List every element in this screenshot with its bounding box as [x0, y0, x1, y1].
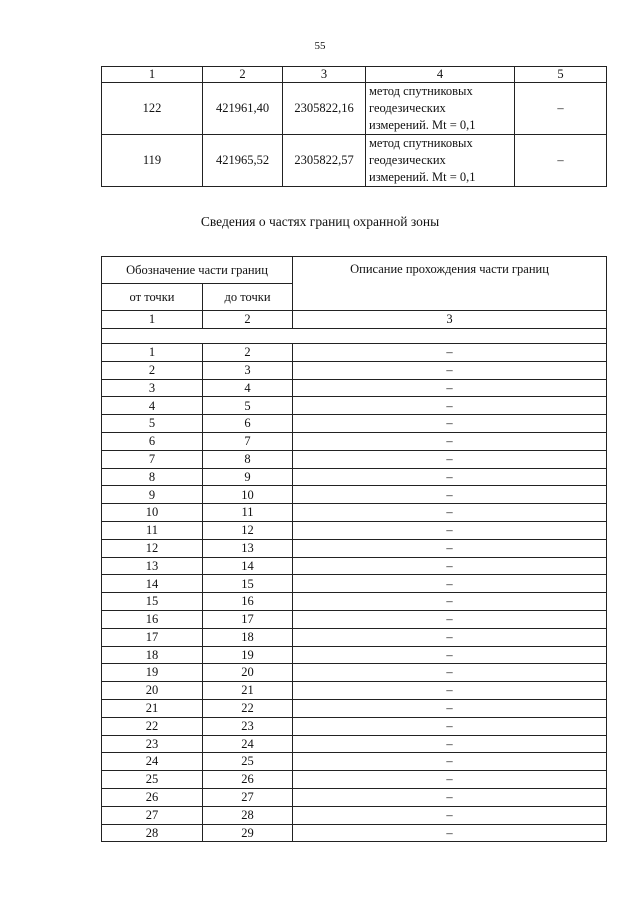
to-point: 15 [203, 575, 293, 593]
from-point: 22 [102, 717, 203, 735]
description: – [293, 361, 607, 379]
method-line: измерений. Mt = 0,1 [369, 170, 476, 184]
coords-row [102, 135, 607, 187]
to-point: 14 [203, 557, 293, 575]
description: – [293, 717, 607, 735]
table-row [102, 628, 607, 646]
blank-row [102, 329, 607, 344]
description: – [293, 344, 607, 362]
table-row [102, 361, 607, 379]
to-point: 24 [203, 735, 293, 753]
from-point: 1 [102, 344, 203, 362]
table-row [102, 344, 607, 362]
from-point: 20 [102, 682, 203, 700]
table-row [102, 397, 607, 415]
to-point: 25 [203, 753, 293, 771]
description: – [293, 682, 607, 700]
coordinates-table [101, 66, 607, 187]
coords-col-5: 5 [515, 67, 607, 83]
table-row [102, 557, 607, 575]
to-point: 19 [203, 646, 293, 664]
note-cell: – [515, 83, 607, 135]
to-point: 7 [203, 432, 293, 450]
from-point: 12 [102, 539, 203, 557]
coord-x: 421961,40 [203, 83, 283, 135]
to-point: 20 [203, 664, 293, 682]
to-point: 21 [203, 682, 293, 700]
table-row [102, 575, 607, 593]
from-point: 18 [102, 646, 203, 664]
col-number: 2 [203, 311, 293, 329]
description: – [293, 504, 607, 522]
description: – [293, 539, 607, 557]
description: – [293, 575, 607, 593]
coords-col-4: 4 [366, 67, 515, 83]
to-point: 9 [203, 468, 293, 486]
method-cell [366, 83, 515, 135]
table-row [102, 824, 607, 842]
to-point: 22 [203, 699, 293, 717]
from-point: 16 [102, 610, 203, 628]
table-row [102, 788, 607, 806]
table-row [102, 735, 607, 753]
from-point: 26 [102, 788, 203, 806]
point-number: 119 [102, 135, 203, 187]
method-line: измерений. Mt = 0,1 [369, 118, 476, 132]
table-row [102, 432, 607, 450]
boundary-parts-table [101, 256, 607, 842]
table-row [102, 379, 607, 397]
description: – [293, 735, 607, 753]
table-row [102, 699, 607, 717]
description: – [293, 753, 607, 771]
method-line: метод спутниковых [369, 84, 473, 98]
parts-header-row [102, 257, 607, 284]
from-point: 24 [102, 753, 203, 771]
description: – [293, 432, 607, 450]
description: – [293, 521, 607, 539]
table-row [102, 521, 607, 539]
to-point: 28 [203, 806, 293, 824]
from-point: 6 [102, 432, 203, 450]
to-point: 5 [203, 397, 293, 415]
description: – [293, 771, 607, 789]
to-point: 2 [203, 344, 293, 362]
from-point: 14 [102, 575, 203, 593]
table-row [102, 539, 607, 557]
method-line: геодезических [369, 101, 446, 115]
description: – [293, 824, 607, 842]
table-row [102, 806, 607, 824]
page-number: 55 [314, 40, 326, 52]
method-line: метод спутниковых [369, 136, 473, 150]
from-point: 21 [102, 699, 203, 717]
section-title: Сведения о частях границ охранной зоны [200, 214, 440, 229]
description: – [293, 628, 607, 646]
to-point: 16 [203, 593, 293, 611]
point-number: 122 [102, 83, 203, 135]
header-from-point: от точки [102, 284, 203, 311]
to-point: 26 [203, 771, 293, 789]
from-point: 28 [102, 824, 203, 842]
coord-y: 2305822,57 [283, 135, 366, 187]
col-number: 1 [102, 311, 203, 329]
coord-y: 2305822,16 [283, 83, 366, 135]
table-row [102, 593, 607, 611]
from-point: 2 [102, 361, 203, 379]
table-row [102, 450, 607, 468]
to-point: 17 [203, 610, 293, 628]
table-row [102, 664, 607, 682]
to-point: 13 [203, 539, 293, 557]
coords-header-row [102, 67, 607, 83]
description: – [293, 450, 607, 468]
description: – [293, 806, 607, 824]
description: – [293, 699, 607, 717]
header-boundary-part: Обозначение части границ [102, 257, 293, 284]
description: – [293, 557, 607, 575]
table-row [102, 468, 607, 486]
description: – [293, 468, 607, 486]
description: – [293, 415, 607, 433]
coords-col-2: 2 [203, 67, 283, 83]
header-to-point: до точки [203, 284, 293, 311]
table-row [102, 415, 607, 433]
table-row [102, 771, 607, 789]
from-point: 5 [102, 415, 203, 433]
to-point: 11 [203, 504, 293, 522]
description: – [293, 486, 607, 504]
from-point: 25 [102, 771, 203, 789]
from-point: 8 [102, 468, 203, 486]
table-row [102, 610, 607, 628]
description: – [293, 788, 607, 806]
from-point: 23 [102, 735, 203, 753]
coords-col-3: 3 [283, 67, 366, 83]
coords-col-1: 1 [102, 67, 203, 83]
table-row [102, 717, 607, 735]
to-point: 12 [203, 521, 293, 539]
table-row [102, 486, 607, 504]
description: – [293, 593, 607, 611]
to-point: 6 [203, 415, 293, 433]
parts-col-numbers-row [102, 311, 607, 329]
note-cell: – [515, 135, 607, 187]
to-point: 4 [203, 379, 293, 397]
to-point: 18 [203, 628, 293, 646]
description: – [293, 397, 607, 415]
from-point: 10 [102, 504, 203, 522]
table-row [102, 682, 607, 700]
description: – [293, 379, 607, 397]
table-row [102, 753, 607, 771]
to-point: 29 [203, 824, 293, 842]
coords-row [102, 83, 607, 135]
from-point: 15 [102, 593, 203, 611]
to-point: 3 [203, 361, 293, 379]
method-cell [366, 135, 515, 187]
to-point: 8 [203, 450, 293, 468]
method-line: геодезических [369, 153, 446, 167]
from-point: 3 [102, 379, 203, 397]
from-point: 19 [102, 664, 203, 682]
from-point: 11 [102, 521, 203, 539]
blank-cell [102, 329, 607, 344]
description: – [293, 646, 607, 664]
from-point: 17 [102, 628, 203, 646]
description: – [293, 610, 607, 628]
table-row [102, 504, 607, 522]
from-point: 4 [102, 397, 203, 415]
to-point: 23 [203, 717, 293, 735]
to-point: 27 [203, 788, 293, 806]
col-number: 3 [293, 311, 607, 329]
from-point: 27 [102, 806, 203, 824]
header-description: Описание прохождения части границ [293, 257, 607, 311]
to-point: 10 [203, 486, 293, 504]
description: – [293, 664, 607, 682]
coord-x: 421965,52 [203, 135, 283, 187]
from-point: 9 [102, 486, 203, 504]
from-point: 7 [102, 450, 203, 468]
from-point: 13 [102, 557, 203, 575]
table-row [102, 646, 607, 664]
